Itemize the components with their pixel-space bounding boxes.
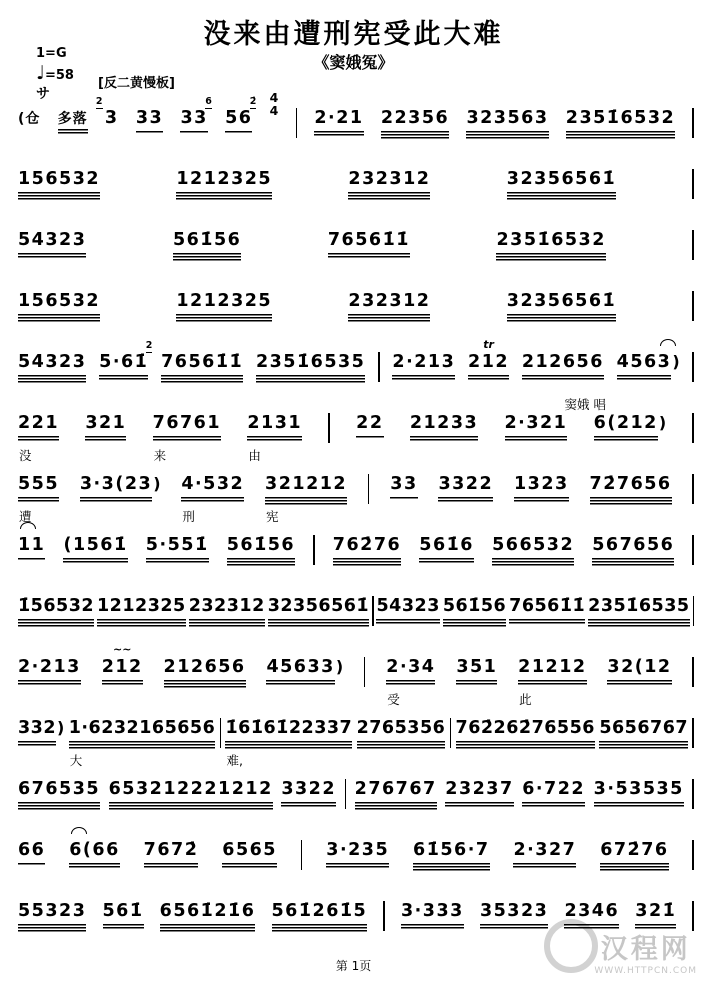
note-group bbox=[85, 413, 126, 445]
note-group bbox=[18, 413, 60, 463]
note-digits: (仓 bbox=[18, 111, 41, 127]
score-line bbox=[18, 169, 694, 216]
note-group bbox=[376, 596, 439, 628]
note-group bbox=[410, 413, 478, 445]
note-group bbox=[18, 718, 64, 750]
note-group bbox=[97, 596, 186, 628]
lyric: 没 bbox=[19, 448, 32, 463]
barline bbox=[692, 657, 694, 687]
note-group bbox=[564, 901, 619, 933]
note-digits: 156532 bbox=[18, 169, 100, 201]
barline bbox=[450, 718, 452, 748]
note-digits: 2351̇6532 bbox=[496, 230, 605, 262]
note-group bbox=[381, 108, 449, 140]
note-group bbox=[594, 413, 667, 445]
note-group bbox=[492, 535, 574, 567]
note-group bbox=[18, 474, 60, 524]
note-group bbox=[607, 657, 671, 689]
note-group bbox=[18, 108, 40, 139]
note-group bbox=[392, 352, 455, 384]
barline bbox=[368, 474, 370, 504]
note-digits: 22 bbox=[356, 413, 383, 445]
note-digits: 21212 bbox=[518, 657, 586, 689]
note-group bbox=[227, 535, 295, 567]
note-digits: 2351̇6532 bbox=[566, 108, 675, 140]
note-group bbox=[222, 840, 277, 872]
barline bbox=[378, 352, 380, 382]
score-line bbox=[18, 535, 694, 582]
note-digits: 672̇76 bbox=[600, 840, 668, 872]
barline bbox=[383, 901, 385, 931]
note-group bbox=[69, 840, 120, 872]
note-digits: 3322 bbox=[281, 779, 336, 811]
note-group bbox=[456, 718, 595, 750]
note-group bbox=[386, 657, 436, 707]
lyric: 宪 bbox=[266, 509, 279, 524]
note-group bbox=[356, 413, 383, 445]
note-digits: 23237 bbox=[445, 779, 513, 811]
note-digits: 22356 bbox=[381, 108, 449, 140]
barline bbox=[692, 779, 694, 809]
note-digits: 323563 bbox=[466, 108, 548, 140]
lyric: 此 bbox=[519, 692, 532, 707]
note-digits: 1212325 bbox=[176, 291, 272, 323]
key-tempo-block bbox=[36, 46, 74, 104]
barline bbox=[692, 474, 694, 504]
note-digits: 3322 bbox=[438, 474, 493, 506]
note-digits: 3·235 bbox=[326, 840, 389, 872]
note-digits: 555 bbox=[18, 474, 59, 506]
barline bbox=[692, 901, 694, 931]
page-number: 第 1页 bbox=[335, 959, 372, 973]
note-digits: 33 bbox=[390, 474, 417, 506]
key-signature: 1=G bbox=[36, 46, 67, 61]
lyric: 难, bbox=[226, 753, 243, 768]
note-group bbox=[176, 291, 272, 323]
note-digits: 2·213 bbox=[18, 657, 81, 689]
note-group bbox=[256, 352, 365, 384]
score-lines bbox=[18, 90, 694, 962]
note-group bbox=[63, 535, 127, 567]
note-digits: 7672̇ bbox=[144, 840, 199, 872]
closing-paren: ) bbox=[153, 474, 161, 493]
tempo-marking bbox=[36, 62, 74, 86]
note-digits: 221 bbox=[18, 413, 59, 445]
note-digits: 762̇262̇76556 bbox=[456, 718, 595, 750]
note-group bbox=[480, 901, 548, 933]
barline bbox=[692, 840, 694, 870]
closing-paren: ) bbox=[57, 718, 65, 737]
lyric: 遭 bbox=[19, 509, 32, 524]
note-group bbox=[443, 596, 506, 628]
note-group bbox=[18, 352, 86, 384]
note-group bbox=[68, 718, 216, 768]
note-group bbox=[247, 413, 303, 463]
note-group bbox=[268, 596, 369, 628]
note-group bbox=[136, 108, 163, 140]
note-digits: 676535 bbox=[18, 779, 100, 811]
note-digits: 33 bbox=[136, 108, 163, 140]
score-line bbox=[18, 230, 694, 277]
note-group bbox=[266, 657, 343, 689]
note-group bbox=[99, 340, 153, 384]
note-group bbox=[18, 657, 81, 689]
note-digits: 276767 bbox=[355, 779, 437, 811]
lyric: 刑 bbox=[182, 509, 195, 524]
note-digits: 5·61̇ bbox=[99, 352, 148, 384]
note-digits: 232312 bbox=[189, 596, 265, 628]
note-digits: 232312 bbox=[348, 291, 430, 323]
note-digits: 212 bbox=[102, 657, 143, 689]
note-digits: 2·34 bbox=[386, 657, 435, 689]
barline bbox=[313, 535, 315, 565]
grace-note: 6 bbox=[205, 96, 212, 107]
note-group bbox=[18, 840, 45, 872]
fermata-tie-icon bbox=[71, 827, 87, 834]
note-group bbox=[357, 718, 446, 750]
note-group bbox=[600, 840, 668, 872]
note-digits: 1212325 bbox=[97, 596, 186, 628]
score-line bbox=[18, 901, 694, 948]
note-group bbox=[348, 169, 430, 201]
note-group bbox=[599, 718, 688, 750]
trill-mark: tr bbox=[483, 338, 494, 351]
quarter-note-icon: ♩ bbox=[36, 62, 45, 85]
barline bbox=[364, 657, 366, 687]
note-group bbox=[355, 779, 437, 811]
note-group bbox=[522, 779, 585, 811]
note-group bbox=[594, 779, 684, 811]
note-digits: 321 bbox=[85, 413, 126, 445]
note-digits: 3·333 bbox=[401, 901, 464, 933]
grace-note: 2 bbox=[95, 96, 103, 107]
note-digits: 2·21 bbox=[314, 108, 363, 140]
note-group bbox=[101, 643, 143, 689]
barline bbox=[372, 596, 374, 626]
lyric: 大 bbox=[69, 753, 83, 768]
closing-paren: ) bbox=[658, 413, 667, 432]
singer-label: 窦娥 唱 bbox=[564, 397, 606, 412]
note-group bbox=[160, 901, 256, 933]
note-group bbox=[505, 413, 568, 445]
barline bbox=[692, 352, 694, 382]
lyric: 由 bbox=[248, 448, 261, 463]
note-group bbox=[588, 596, 689, 628]
score-line bbox=[18, 474, 694, 524]
note-digits: (1561̇ bbox=[63, 535, 127, 567]
note-digits: 55323 bbox=[18, 901, 86, 933]
note-group bbox=[225, 718, 353, 768]
note-digits: 2131 bbox=[247, 413, 302, 445]
note-group bbox=[326, 840, 389, 872]
score-line bbox=[18, 291, 694, 338]
note-digits: 5·551̇ bbox=[146, 535, 209, 567]
note-group bbox=[617, 352, 680, 384]
note-digits: 21233 bbox=[410, 413, 478, 445]
time-signature: 4 4 bbox=[269, 90, 279, 119]
score-line bbox=[18, 413, 694, 463]
note-group bbox=[265, 474, 348, 524]
note-digits: 561̇6 bbox=[419, 535, 474, 567]
note-group bbox=[413, 840, 490, 872]
score-line bbox=[18, 840, 694, 887]
note-digits: 56 bbox=[225, 108, 252, 140]
note-digits: 212 bbox=[468, 352, 509, 384]
note-digits: 61̇56·7 bbox=[413, 840, 490, 872]
note-digits: 561̇56 bbox=[227, 535, 295, 567]
note-digits: 72̇7656 bbox=[590, 474, 672, 506]
note-digits: 54323 bbox=[18, 352, 86, 384]
note-group bbox=[507, 169, 616, 201]
note-digits: 3·3(23 bbox=[80, 474, 152, 506]
note-group bbox=[566, 108, 675, 140]
barline bbox=[692, 718, 694, 748]
note-group bbox=[333, 535, 401, 567]
ban-symbol: サ bbox=[36, 86, 50, 102]
fermata-tie-icon bbox=[660, 339, 676, 346]
note-digits: 566532 bbox=[492, 535, 574, 567]
note-digits: 6565 bbox=[222, 840, 277, 872]
note-digits: 33 bbox=[180, 108, 207, 140]
barline bbox=[692, 230, 694, 260]
note-digits: 6561̇21̇6 bbox=[160, 901, 256, 933]
score-line bbox=[18, 718, 694, 768]
score-line bbox=[18, 779, 694, 826]
note-group bbox=[164, 657, 246, 689]
note-group bbox=[18, 596, 94, 628]
barline bbox=[296, 108, 298, 138]
note-digits: 561̇ bbox=[103, 901, 144, 933]
page-title: 没来由遭刑宪受此大难 bbox=[203, 19, 504, 50]
note-digits: 351 bbox=[456, 657, 497, 689]
tempo-value: =58 bbox=[44, 68, 74, 84]
note-group bbox=[281, 779, 336, 811]
note-group bbox=[109, 779, 273, 811]
note-digits: 321̇ bbox=[635, 901, 676, 933]
note-group bbox=[103, 901, 144, 933]
note-digits: 多落 bbox=[58, 111, 88, 139]
note-group bbox=[635, 901, 676, 933]
note-group bbox=[189, 596, 265, 628]
note-digits: 76561̇1̇ bbox=[328, 230, 410, 262]
note-digits: 1̇56532 bbox=[18, 596, 94, 628]
watermark-url: WWW.HTTPCN.COM bbox=[594, 966, 697, 976]
barline bbox=[693, 596, 695, 626]
closing-paren: ) bbox=[672, 352, 680, 371]
score-line bbox=[18, 90, 694, 155]
note-digits: 2765356 bbox=[357, 718, 446, 750]
note-digits: 3·53535 bbox=[594, 779, 684, 811]
note-digits: 1·6232165656 bbox=[69, 718, 216, 750]
note-digits: 1̇61̇61̇22337 bbox=[225, 718, 352, 750]
note-group bbox=[507, 291, 616, 323]
note-group bbox=[146, 535, 209, 567]
barline bbox=[692, 108, 694, 138]
note-digits: 32356561̇ bbox=[268, 596, 369, 628]
note-group bbox=[80, 474, 161, 506]
note-group bbox=[225, 96, 257, 140]
note-digits: 6·722 bbox=[522, 779, 585, 811]
note-digits: 11 bbox=[18, 535, 45, 567]
note-group bbox=[466, 108, 548, 140]
note-group bbox=[456, 657, 497, 689]
note-group bbox=[390, 474, 417, 506]
note-digits: 212656 bbox=[522, 352, 604, 384]
note-group bbox=[445, 779, 513, 811]
note-group bbox=[509, 596, 585, 628]
score-line bbox=[18, 596, 694, 643]
note-group bbox=[328, 230, 410, 262]
note-group bbox=[18, 779, 100, 811]
note-group bbox=[438, 474, 493, 506]
style-label: [反二黄慢板] bbox=[98, 76, 175, 91]
note-digits: 6(66 bbox=[69, 840, 120, 872]
note-group bbox=[401, 901, 464, 933]
note-digits: 2·327 bbox=[513, 840, 576, 872]
note-digits: 212656 bbox=[164, 657, 246, 689]
note-group bbox=[144, 840, 199, 872]
note-group bbox=[180, 96, 212, 140]
note-digits: 3 bbox=[104, 108, 119, 128]
note-digits: 32(12 bbox=[607, 657, 671, 689]
page-subtitle: 《窦娥冤》 bbox=[313, 53, 394, 72]
barline bbox=[328, 413, 330, 443]
note-digits: 32356561̇ bbox=[507, 291, 616, 323]
barline bbox=[692, 535, 694, 565]
note-group bbox=[95, 96, 119, 140]
closing-paren: ) bbox=[335, 657, 344, 676]
note-group bbox=[468, 338, 510, 384]
note-group bbox=[419, 535, 474, 567]
note-group bbox=[272, 901, 368, 933]
note-digits: 1323 bbox=[514, 474, 569, 506]
note-group bbox=[592, 535, 674, 567]
barline bbox=[345, 779, 347, 809]
note-digits: 156532 bbox=[18, 291, 100, 323]
grace-note: 2 bbox=[145, 340, 153, 351]
tremolo-mark: ~~ bbox=[112, 643, 132, 656]
note-digits: 4563 bbox=[617, 352, 672, 384]
barline bbox=[692, 413, 694, 443]
note-digits: 76561̇1̇ bbox=[161, 352, 243, 384]
note-digits: 2346 bbox=[564, 901, 619, 933]
note-group bbox=[18, 901, 86, 933]
grace-note: 2̇ bbox=[249, 96, 257, 107]
note-digits: 561̇56 bbox=[443, 596, 506, 628]
note-group bbox=[18, 291, 100, 323]
barline bbox=[692, 291, 694, 321]
note-digits: 321212 bbox=[265, 474, 347, 506]
lyric: 受 bbox=[387, 692, 400, 707]
note-group bbox=[18, 230, 86, 262]
score-line bbox=[18, 338, 694, 412]
note-digits: 332 bbox=[18, 718, 56, 750]
note-digits: 6(212 bbox=[594, 413, 658, 445]
note-digits: 54323 bbox=[376, 596, 439, 628]
barline bbox=[301, 840, 303, 870]
note-digits: 567656 bbox=[592, 535, 674, 567]
score-line bbox=[18, 643, 694, 707]
note-group bbox=[18, 535, 45, 567]
note-digits: 2351̇6535 bbox=[256, 352, 365, 384]
note-digits: 45633 bbox=[266, 657, 334, 689]
note-digits: 2·321 bbox=[505, 413, 568, 445]
note-group bbox=[18, 169, 100, 201]
note-group bbox=[496, 230, 605, 262]
watermark-name: 汉程网 bbox=[600, 934, 691, 965]
note-digits: 1212325 bbox=[176, 169, 272, 201]
note-group bbox=[58, 108, 88, 139]
note-group bbox=[161, 352, 243, 384]
note-group bbox=[173, 230, 241, 262]
note-digits: 232312 bbox=[348, 169, 430, 201]
note-digits: 2·213 bbox=[392, 352, 455, 384]
barline bbox=[692, 169, 694, 199]
note-digits: 762̇76 bbox=[333, 535, 401, 567]
note-group bbox=[514, 474, 569, 506]
note-digits: 4·532 bbox=[181, 474, 244, 506]
note-group bbox=[152, 413, 222, 463]
note-group bbox=[176, 169, 272, 201]
note-digits: 32356561̇ bbox=[507, 169, 616, 201]
note-group bbox=[513, 840, 576, 872]
note-group bbox=[590, 474, 672, 506]
note-group bbox=[348, 291, 430, 323]
note-digits: 561̇261̇5 bbox=[272, 901, 368, 933]
lyric: 来 bbox=[153, 448, 167, 463]
note-digits: 2351̇6535 bbox=[588, 596, 689, 628]
note-digits: 76561̇1̇ bbox=[509, 596, 585, 628]
note-digits: 5656767 bbox=[599, 718, 688, 750]
note-digits: 561̇56 bbox=[173, 230, 241, 262]
note-digits: 66 bbox=[18, 840, 45, 872]
note-group bbox=[522, 352, 604, 384]
note-digits: 76761 bbox=[153, 413, 221, 445]
note-group bbox=[314, 108, 363, 140]
note-digits: 653212221212 bbox=[109, 779, 273, 811]
note-digits: 54323 bbox=[18, 230, 86, 262]
note-digits: 35323 bbox=[480, 901, 548, 933]
barline bbox=[220, 718, 222, 748]
fermata-tie-icon bbox=[20, 522, 36, 529]
note-group bbox=[518, 657, 587, 707]
note-group bbox=[181, 474, 245, 524]
